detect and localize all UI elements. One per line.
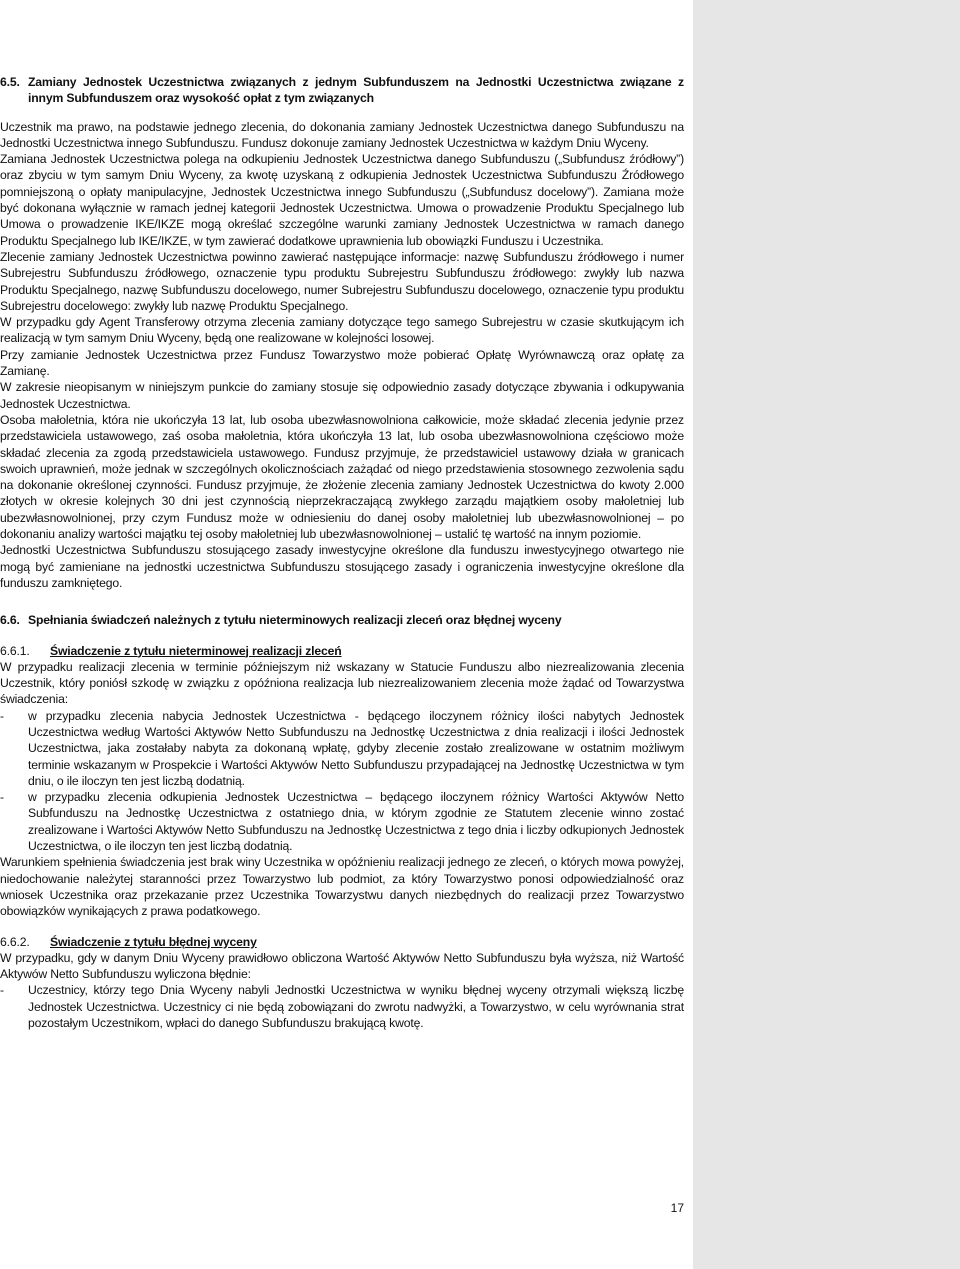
- list-item-text: w przypadku zlecenia odkupienia Jednostek Uczestnictwa – będącego iloczynem różnicy Wartości Aktywów Netto Subfunduszu na Jednostkę Uczestnictwa z ostatniego dnia, w którym zgodnie ze Statutem zlecenie winno zostać zrealizowane i Wartości Aktywów Netto Subfunduszu na Jednostkę Uczestnictwa z tego dnia i liczby odkupionych Jednostek Uczestnictwa, o ile iloczyn ten jest liczbą dodatnią.: [28, 790, 684, 854]
- paragraph: Osoba małoletnia, która nie ukończyła 13 lat, lub osoba ubezwłasnowolniona całkowicie, może składać zlecenia jedynie przez przedstawiciela ustawowego, zaś osoba małoletnia, która ukończyła 13 lat, lub osoba ubezwłasnowolniona częściowo może składać zlecenia za zgodą przedstawiciela ustawowego. Fundusz przyjmuje, że przedstawiciel ustawowy działa w granicach swoich uprawnień, może jednak w szczególnych okolicznościach zażądać od niego przedstawienia stosownego zezwolenia sądu na dokonanie określonej czynności. Fundusz przyjmuje, że złożenie zlecenia zamiany Jednostek Uczestnictwa do kwoty 2.000 złotych w okresie kolejnych 30 dni jest czynnością nieprzekraczającą zwykłego zarządu majątkiem osoby małoletniej lub ubezwłasnowolnionej, przy czym Fundusz może w odniesieniu do danej osoby małoletniej lub ubezwłasnowolnionej – po dokonaniu analizy wartości majątku tej osoby małoletniej lub ubezwłasnowolnionej – ustalić tę wartość na innym poziomie.: [0, 412, 684, 542]
- list-item-text: Uczestnicy, którzy tego Dnia Wyceny nabyli Jednostki Uczestnictwa w wyniku błędnej wyceny otrzymali większą liczbę Jednostek Uczestnictwa. Uczestnicy ci nie będą zobowiązani do zwrotu nadwyżki, a Towarzystwo, w celu wyrównania strat pozostałym Uczestnikom, wpłaci do danego Subfunduszu brakującą kwotę.: [28, 983, 684, 1031]
- list-item-text: w przypadku zlecenia nabycia Jednostek Uczestnictwa - będącego iloczynem różnicy ilości nabytych Jednostek Uczestnictwa według Wartości Aktywów Netto Subfunduszu na Jednostkę Uczestnictwa z dnia realizacji i ilości Jednostek Uczestnictwa, jaka zostałaby nabyta za dokonaną wpłatę, gdyby zlecenie zostało zrealizowane w ostatnim możliwym terminie wskazanym w Prospekcie i Wartości Aktywów Netto Subfunduszu przypadającej na Jednostkę Uczestnictwa w tym dniu, o ile iloczyn ten jest liczbą dodatnią.: [28, 708, 684, 788]
- list-bullet: -: [0, 983, 4, 998]
- paragraph: Warunkiem spełnienia świadczenia jest brak winy Uczestnika w opóźnieniu realizacji jednego ze zleceń, o których mowa powyżej, niedochowanie należytej staranności przez Towarzystwo lub podmiot, za który Towarzystwo ponosi odpowiedzialność oraz wniosek Uczestnika oraz przekazanie przez Uczestnika Towarzystwu danych niezbędnych do realizacji przez Towarzystwo obowiązków wynikających z prawa podatkowego.: [0, 855, 684, 919]
- section-number: 6.6.: [0, 613, 20, 628]
- subsection-heading-6-6-2: [0, 934, 684, 950]
- list-item: [0, 982, 684, 1031]
- list-item: [0, 789, 684, 854]
- list-bullet: -: [0, 790, 4, 805]
- paragraph: Zamiana Jednostek Uczestnictwa polega na odkupieniu Jednostek Uczestnictwa danego Subfunduszu („Subfundusz źródłowy”) oraz zbyciu w tym samym Dniu Wyceny, za kwotę uzyskaną z odkupienia Jednostek Uczestnictwa Subfunduszu Źródłowego pomniejszoną o opłaty manipulacyjne, Jednostek Uczestnictwa innego Subfunduszu („Subfundusz docelowy”). Zamiana może być dokonana wyłącznie w ramach jednej kategorii Jednostek Uczestnictwa. Umowa o prowadzenie Produktu Specjalnego lub Umowa o prowadzenie IKE/IKZE mogą określać szczególne warunki zamiany Jednostek Uczestnictwa w ramach danego Produktu Specjalnego lub IKE/IKZE, w tym zawierać dodatkowe uprawnienia lub obowiązki Funduszu i Uczestnika.: [0, 152, 684, 248]
- paragraph: Jednostki Uczestnictwa Subfunduszu stosującego zasady inwestycyjne określone dla funduszu inwestycyjnego otwartego nie mogą być zamieniane na jednostki uczestnictwa Subfunduszu stosującego zasady i ograniczenia inwestycyjne określone dla funduszu zamkniętego.: [0, 543, 684, 590]
- paragraph: Zlecenie zamiany Jednostek Uczestnictwa powinno zawierać następujące informacje: nazwę Subfunduszu źródłowego i numer Subrejestru Subfunduszu źródłowego, oznaczenie typu produktu Subrejestru Subfunduszu źródłowego: zwykły lub nazwa Produktu Specjalnego, nazwę Subfunduszu docelowego, numer Subrejestru Subfunduszu docelowego, oznaczenie typu produktu Subrejestru docelowego: zwykły lub nazwę Produktu Specjalnego.: [0, 249, 684, 313]
- section-title: Spełniania świadczeń należnych z tytułu nieterminowych realizacji zleceń oraz błędnej wyceny: [28, 613, 562, 628]
- page-number: 17: [670, 1201, 684, 1215]
- section-heading-6-5: [0, 74, 684, 107]
- subsection-title: Świadczenie z tytułu nieterminowej realizacji zleceń: [50, 643, 342, 658]
- subsection-heading-6-6-1: [0, 643, 684, 659]
- paragraph: W przypadku gdy Agent Transferowy otrzyma zlecenia zamiany dotyczące tego samego Subrejestru w czasie skutkującym ich realizacją w tym samym Dniu Wyceny, będą one realizowane w kolejności losowej.: [0, 315, 684, 346]
- section-number: 6.5.: [0, 75, 20, 89]
- paragraph: W przypadku realizacji zlecenia w terminie późniejszym niż wskazany w Statucie Funduszu albo niezrealizowania zlecenia Uczestnik, który poniósł szkodę w związku z opóźniona realizacja lub niezrealizowaniem zlecenia może żądać od Towarzystwa świadczenia:: [0, 659, 684, 707]
- paragraph: W przypadku, gdy w danym Dniu Wyceny prawidłowo obliczona Wartość Aktywów Netto Subfunduszu była wyższa, niż Wartość Aktywów Netto Subfunduszu wyliczona błędnie:: [0, 950, 684, 982]
- list-bullet: -: [0, 708, 4, 723]
- subsection-number: 6.6.1.: [0, 643, 30, 658]
- subsection-number: 6.6.2.: [0, 934, 30, 949]
- section-title: Zamiany Jednostek Uczestnictwa związanych z jednym Subfunduszem na Jednostki Uczestnictwa związane z innym Subfunduszem oraz wysokość opłat z tym związanych: [28, 75, 684, 106]
- section-heading-6-6: [0, 612, 684, 628]
- subsection-title: Świadczenie z tytułu błędnej wyceny: [50, 934, 257, 949]
- paragraph: Uczestnik ma prawo, na podstawie jednego zlecenia, do dokonania zamiany Jednostek Uczestnictwa danego Subfunduszu na Jednostki Uczestnictwa innego Subfunduszu. Fundusz dokonuje zamiany Jednostek Uczestnictwa w każdym Dniu Wyceny.: [0, 119, 684, 150]
- list-item: [0, 708, 684, 789]
- paragraph: Przy zamianie Jednostek Uczestnictwa przez Fundusz Towarzystwo może pobierać Opłatę Wyrównawczą oraz opłatę za Zamianę.: [0, 347, 684, 379]
- paragraph: W zakresie nieopisanym w niniejszym punkcie do zamiany stosuje się odpowiednio zasady dotyczące zbywania i odkupywania Jednostek Uczestnictwa.: [0, 380, 684, 411]
- document-page: [0, 74, 684, 1031]
- comment-margin-panel: [693, 0, 960, 1269]
